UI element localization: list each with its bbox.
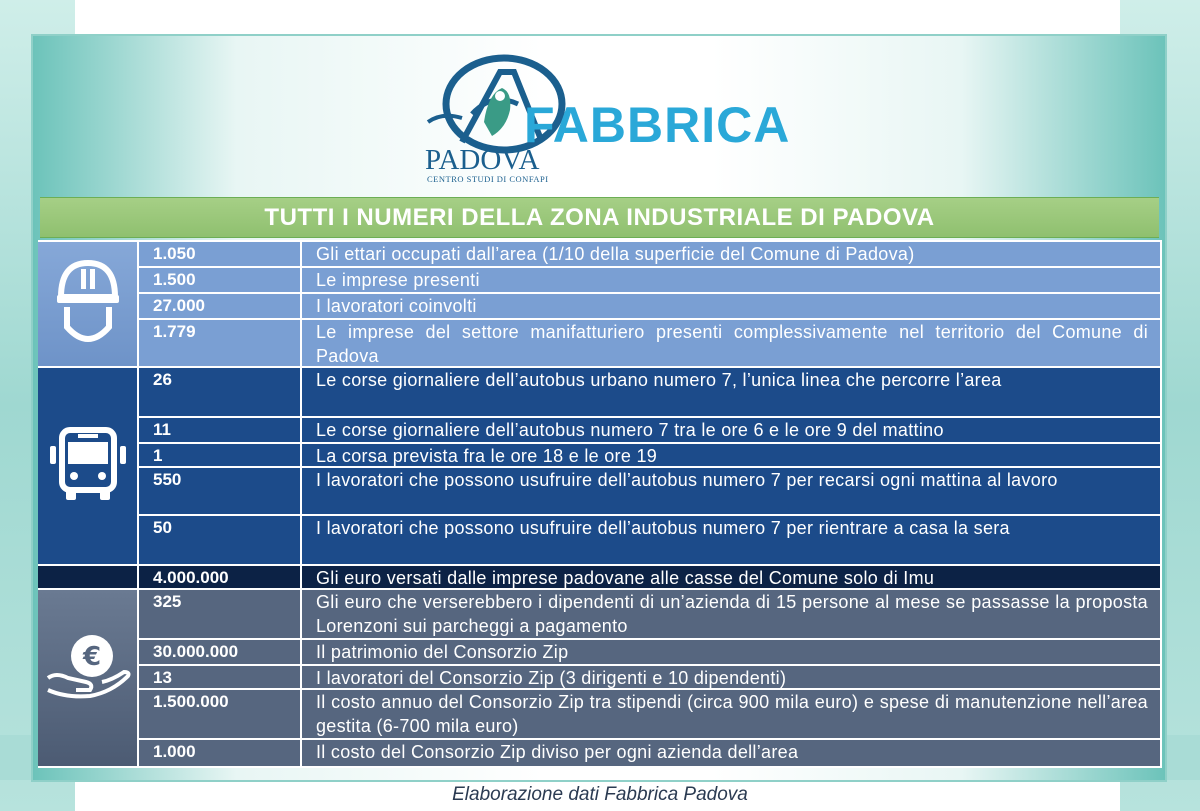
row-value: 1.050 bbox=[139, 242, 300, 266]
table-row bbox=[139, 590, 1160, 638]
table-row bbox=[139, 690, 1160, 738]
table-row bbox=[139, 566, 1160, 588]
row-description: I lavoratori del Consorzio Zip (3 dirigenti e 10 dipendenti) bbox=[302, 666, 1160, 688]
row-value: 11 bbox=[139, 418, 300, 442]
svg-text:€: € bbox=[82, 642, 102, 672]
table-row bbox=[139, 740, 1160, 766]
row-description: Il patrimonio del Consorzio Zip bbox=[302, 640, 1160, 664]
row-description: Il costo annuo del Consorzio Zip tra stipendi (circa 900 mila euro) e spese di manutenzione nell’area gestita (6-700 mila euro) bbox=[302, 690, 1160, 738]
row-value: 26 bbox=[139, 368, 300, 416]
row-value: 30.000.000 bbox=[139, 640, 300, 664]
source-caption: Elaborazione dati Fabbrica Padova bbox=[452, 784, 748, 805]
row-value: 1 bbox=[139, 444, 300, 466]
table-row bbox=[139, 418, 1160, 442]
row-value: 4.000.000 bbox=[139, 566, 300, 588]
row-description: Il costo del Consorzio Zip diviso per ogni azienda dell’area bbox=[302, 740, 1160, 766]
row-description: I lavoratori che possono usufruire dell’autobus numero 7 per rientrare a casa la sera bbox=[302, 516, 1160, 564]
row-value: 1.000 bbox=[139, 740, 300, 766]
section-imu bbox=[38, 566, 1162, 588]
section-consorzio bbox=[38, 590, 1162, 766]
row-description: Le imprese presenti bbox=[302, 268, 1160, 292]
table-row bbox=[139, 468, 1160, 514]
row-value: 325 bbox=[139, 590, 300, 638]
section-transport-icon-cell bbox=[38, 368, 137, 564]
row-value: 550 bbox=[139, 468, 300, 514]
row-description: Gli ettari occupati dall’area (1/10 della superficie del Comune di Padova) bbox=[302, 242, 1160, 266]
euro-coin-hand-icon bbox=[46, 632, 132, 700]
top-white-band bbox=[75, 0, 1120, 36]
row-value: 27.000 bbox=[139, 294, 300, 318]
row-value: 1.500 bbox=[139, 268, 300, 292]
section-workers bbox=[38, 242, 1162, 366]
table-row bbox=[139, 444, 1160, 466]
table-row bbox=[139, 666, 1160, 688]
logo-brand-text: FABBRICA bbox=[524, 97, 791, 153]
row-description: Gli euro versati dalle imprese padovane alle casse del Comune solo di Imu bbox=[302, 566, 1160, 588]
row-description: I lavoratori che possono usufruire dell’autobus numero 7 per recarsi ogni mattina al lavoro bbox=[302, 468, 1160, 514]
row-description: La corsa prevista fra le ore 18 e le ore 19 bbox=[302, 444, 1160, 466]
section-workers-icon-cell bbox=[38, 242, 137, 366]
table-row bbox=[139, 294, 1160, 318]
row-description: Le imprese del settore manifatturiero presenti complessivamente nel territorio del Comune di Padova bbox=[302, 320, 1160, 366]
logo-tagline-text: CENTRO STUDI DI CONFAPI bbox=[427, 174, 549, 184]
table-row bbox=[139, 640, 1160, 664]
row-value: 1.779 bbox=[139, 320, 300, 366]
hard-hat-worker-icon bbox=[55, 257, 121, 353]
section-transport bbox=[38, 368, 1162, 564]
table-row bbox=[139, 516, 1160, 564]
section-consorzio-icon-cell bbox=[38, 590, 137, 766]
table-row bbox=[139, 320, 1160, 366]
stats-table bbox=[38, 240, 1162, 768]
table-row bbox=[139, 242, 1160, 266]
row-value: 1.500.000 bbox=[139, 690, 300, 738]
table-row bbox=[139, 368, 1160, 416]
row-description: I lavoratori coinvolti bbox=[302, 294, 1160, 318]
row-description: Le corse giornaliere dell’autobus urbano numero 7, l’unica linea che percorre l’area bbox=[302, 368, 1160, 416]
row-value: 13 bbox=[139, 666, 300, 688]
section-imu-icon-cell bbox=[38, 566, 137, 588]
page-title: TUTTI I NUMERI DELLA ZONA INDUSTRIALE DI PADOVA bbox=[40, 197, 1159, 238]
row-description: Gli euro che verserebbero i dipendenti di un’azienda di 15 persone al mese se passasse la proposta Lorenzoni sui parcheggi a pagamento bbox=[302, 590, 1160, 638]
table-row bbox=[139, 268, 1160, 292]
logo-city-text: PADOVA bbox=[425, 144, 540, 176]
bus-icon bbox=[48, 426, 128, 504]
row-description: Le corse giornaliere dell’autobus numero 7 tra le ore 6 e le ore 9 del mattino bbox=[302, 418, 1160, 442]
row-value: 50 bbox=[139, 516, 300, 564]
